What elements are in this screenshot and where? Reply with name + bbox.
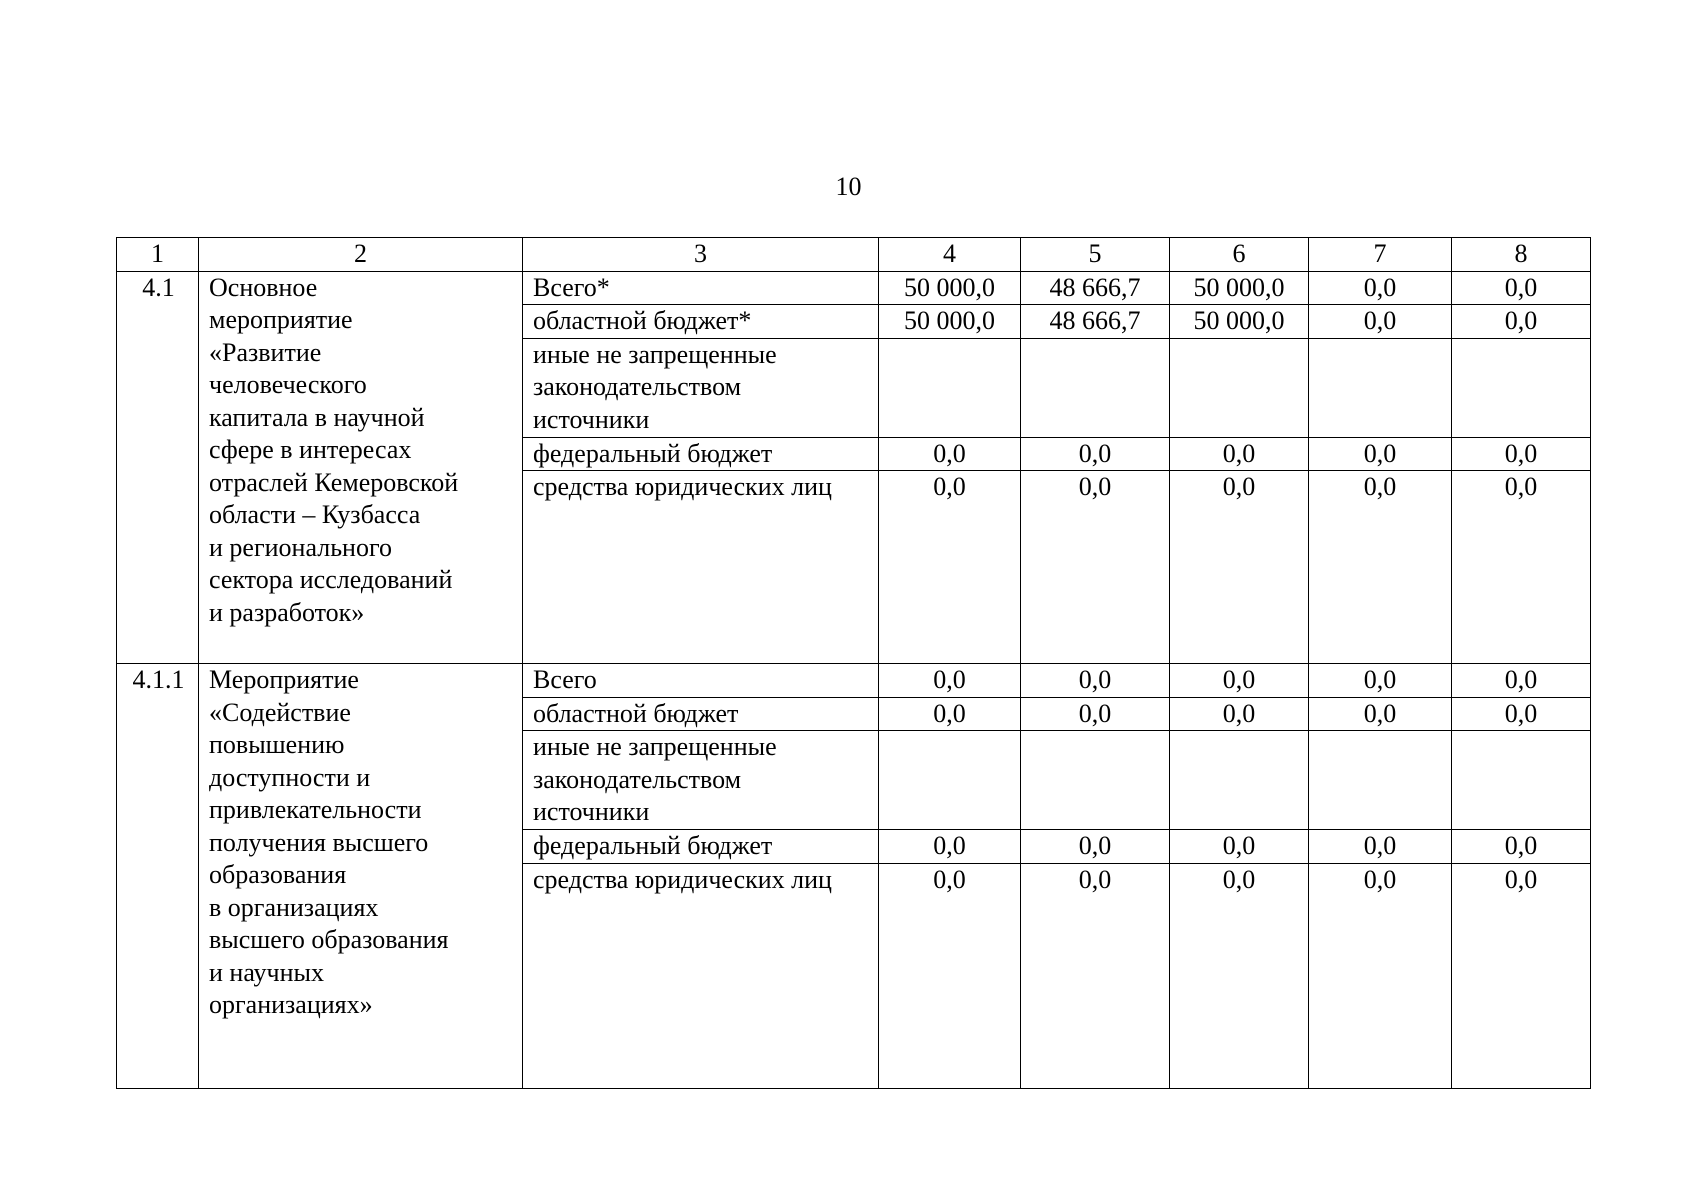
activity-name-line: «Содействие bbox=[209, 697, 351, 727]
column-header: 7 bbox=[1309, 238, 1452, 272]
funding-source: Всего* bbox=[523, 271, 879, 305]
value-cell: 0,0 bbox=[879, 863, 1021, 1088]
funding-source: областной бюджет* bbox=[523, 305, 879, 339]
value-cell bbox=[1452, 731, 1591, 830]
activity-name-line: привлекательности bbox=[209, 795, 422, 824]
value-cell: 50 000,0 bbox=[879, 271, 1021, 305]
value-cell: 48 666,7 bbox=[1021, 271, 1170, 305]
value-cell: 0,0 bbox=[1170, 697, 1309, 731]
activity-name-line: образования bbox=[209, 860, 347, 889]
activity-name-line: организациях» bbox=[209, 990, 373, 1019]
value-cell: 0,0 bbox=[879, 830, 1021, 864]
value-cell: 0,0 bbox=[1452, 471, 1591, 664]
value-cell: 0,0 bbox=[879, 664, 1021, 698]
column-header: 5 bbox=[1021, 238, 1170, 272]
value-cell bbox=[1170, 338, 1309, 437]
column-header: 8 bbox=[1452, 238, 1591, 272]
item-number: 4.1.1 bbox=[117, 664, 199, 1089]
value-cell: 0,0 bbox=[1309, 305, 1452, 339]
value-cell: 0,0 bbox=[1452, 437, 1591, 471]
column-number-row bbox=[117, 238, 1591, 272]
value-cell: 0,0 bbox=[1021, 863, 1170, 1088]
funding-source-line: законодательством bbox=[533, 764, 742, 794]
funding-source-line: источники bbox=[533, 404, 650, 434]
value-cell: 0,0 bbox=[1309, 471, 1452, 664]
activity-name bbox=[199, 271, 523, 664]
table-row bbox=[117, 664, 1591, 698]
column-header: 1 bbox=[117, 238, 199, 272]
value-cell: 50 000,0 bbox=[1170, 305, 1309, 339]
activity-name-line: и научных bbox=[209, 957, 325, 987]
activity-name-line: капитала в научной bbox=[209, 402, 425, 432]
value-cell: 0,0 bbox=[1170, 830, 1309, 864]
item-number: 4.1 bbox=[117, 271, 199, 664]
column-header: 3 bbox=[523, 238, 879, 272]
table-row bbox=[117, 271, 1591, 305]
value-cell: 50 000,0 bbox=[879, 305, 1021, 339]
funding-source: средства юридических лиц bbox=[523, 471, 879, 664]
funding-source-line: иные не запрещенные bbox=[533, 732, 777, 761]
value-cell: 0,0 bbox=[1170, 471, 1309, 664]
activity-name-line: мероприятие bbox=[209, 305, 353, 334]
funding-source: федеральный бюджет bbox=[523, 830, 879, 864]
value-cell: 0,0 bbox=[1170, 863, 1309, 1088]
value-cell: 0,0 bbox=[879, 437, 1021, 471]
value-cell bbox=[1452, 338, 1591, 437]
funding-table bbox=[116, 237, 1591, 1089]
activity-name-line: в организациях bbox=[209, 892, 379, 922]
activity-name-line: доступности и bbox=[209, 762, 371, 792]
value-cell: 0,0 bbox=[1452, 830, 1591, 864]
value-cell: 0,0 bbox=[879, 697, 1021, 731]
activity-name-line: области – Кузбасса bbox=[209, 500, 421, 529]
value-cell: 0,0 bbox=[1170, 437, 1309, 471]
value-cell: 0,0 bbox=[1309, 863, 1452, 1088]
funding-source-line: законодательством bbox=[533, 372, 742, 401]
column-header: 2 bbox=[199, 238, 523, 272]
value-cell: 0,0 bbox=[1309, 664, 1452, 698]
column-header: 4 bbox=[879, 238, 1021, 272]
activity-name-line: и регионального bbox=[209, 532, 392, 562]
value-cell bbox=[1021, 731, 1170, 830]
value-cell: 0,0 bbox=[1170, 664, 1309, 698]
value-cell: 0,0 bbox=[1021, 664, 1170, 698]
activity-name-line: Основное bbox=[209, 272, 318, 302]
activity-name-line: «Развитие bbox=[209, 337, 322, 367]
value-cell bbox=[1021, 338, 1170, 437]
funding-source: средства юридических лиц bbox=[523, 863, 879, 1088]
value-cell: 0,0 bbox=[1452, 305, 1591, 339]
value-cell: 0,0 bbox=[1309, 271, 1452, 305]
funding-source bbox=[523, 338, 879, 437]
activity-name-line: повышению bbox=[209, 730, 345, 759]
value-cell bbox=[879, 731, 1021, 830]
activity-name-line: получения высшего bbox=[209, 827, 429, 857]
activity-name-line: Мероприятие bbox=[209, 665, 359, 694]
column-header: 6 bbox=[1170, 238, 1309, 272]
funding-source: областной бюджет bbox=[523, 697, 879, 731]
value-cell: 0,0 bbox=[1021, 437, 1170, 471]
value-cell: 48 666,7 bbox=[1021, 305, 1170, 339]
activity-name-line: и разработок» bbox=[209, 597, 365, 627]
value-cell: 0,0 bbox=[1309, 697, 1452, 731]
value-cell bbox=[1309, 338, 1452, 437]
value-cell: 0,0 bbox=[1452, 271, 1591, 305]
value-cell: 0,0 bbox=[1452, 863, 1591, 1088]
activity-name-line: сфере в интересах bbox=[209, 435, 412, 464]
value-cell bbox=[879, 338, 1021, 437]
funding-source: федеральный бюджет bbox=[523, 437, 879, 471]
value-cell: 0,0 bbox=[1021, 471, 1170, 664]
value-cell: 0,0 bbox=[1452, 664, 1591, 698]
page-number: 10 bbox=[835, 172, 862, 201]
value-cell: 0,0 bbox=[1309, 830, 1452, 864]
funding-source-line: источники bbox=[533, 797, 650, 826]
value-cell: 50 000,0 bbox=[1170, 271, 1309, 305]
value-cell bbox=[1170, 731, 1309, 830]
value-cell bbox=[1309, 731, 1452, 830]
activity-name-line: отраслей Кемеровской bbox=[209, 467, 459, 497]
activity-name-line: сектора исследований bbox=[209, 565, 453, 594]
value-cell: 0,0 bbox=[879, 471, 1021, 664]
funding-source bbox=[523, 731, 879, 830]
funding-source: Всего bbox=[523, 664, 879, 698]
funding-source-line: иные не запрещенные bbox=[533, 339, 777, 369]
value-cell: 0,0 bbox=[1309, 437, 1452, 471]
activity-name bbox=[199, 664, 523, 1089]
activity-name-line: человеческого bbox=[209, 370, 367, 399]
value-cell: 0,0 bbox=[1021, 697, 1170, 731]
value-cell: 0,0 bbox=[1021, 830, 1170, 864]
activity-name-line: высшего образования bbox=[209, 925, 449, 954]
value-cell: 0,0 bbox=[1452, 697, 1591, 731]
